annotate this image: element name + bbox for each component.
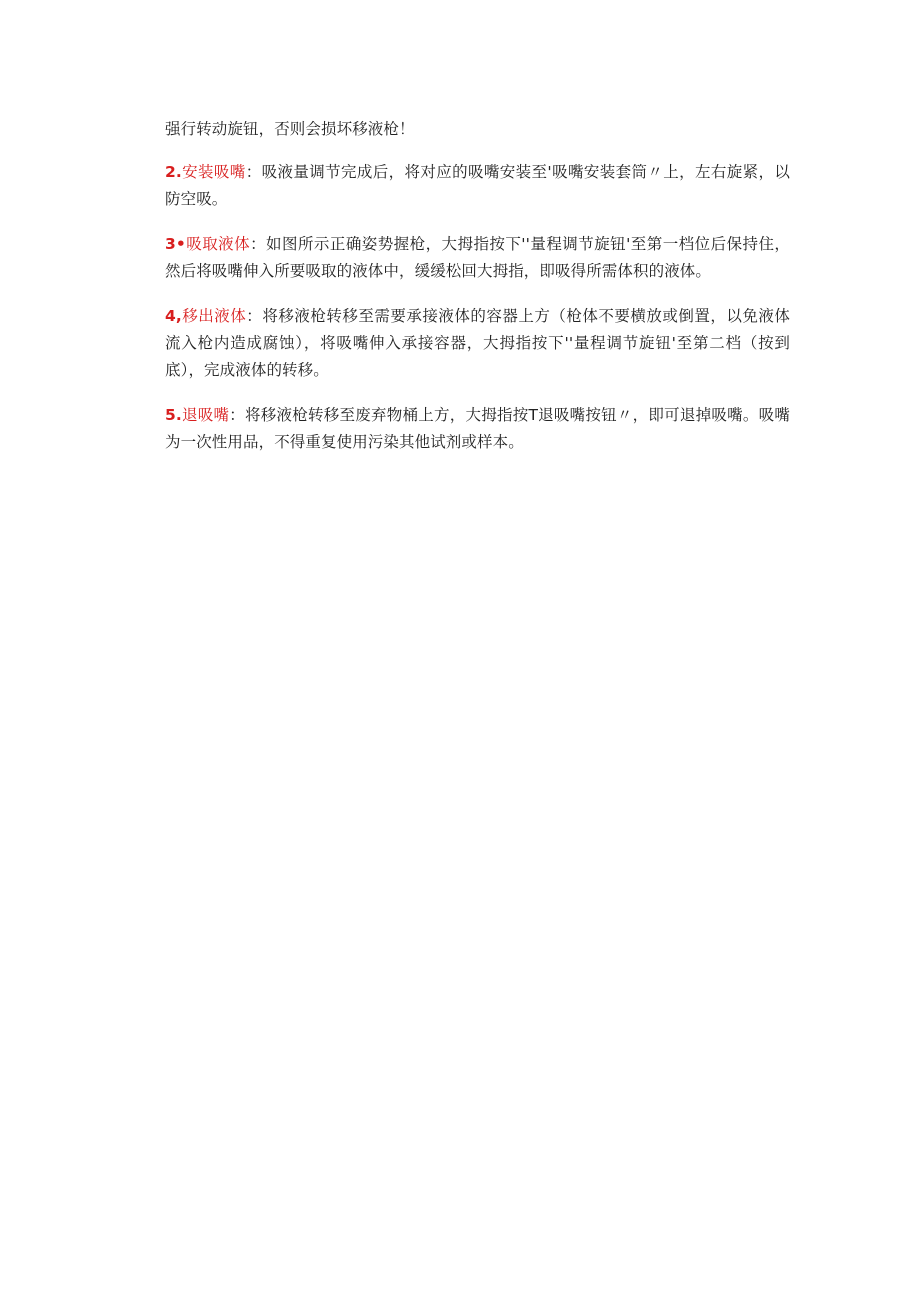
- step-number: 2.: [165, 163, 182, 181]
- step-eject-tip: [165, 402, 790, 456]
- step-text: 将移液枪转移至废弃物桶上方，大拇指按T退吸嘴按钮〃，即可退掉吸嘴。吸嘴为一次性用品，不得重复使用污染其他试剂或样本。: [165, 406, 790, 451]
- step-title: 安装吸嘴: [181, 163, 246, 181]
- step-aspirate-liquid: [165, 231, 790, 285]
- step-dispense-liquid: [165, 303, 790, 384]
- step-separator: ：: [229, 406, 246, 424]
- step-number: 4,: [165, 307, 182, 325]
- step-title: 移出液体: [181, 307, 247, 325]
- step-title: 吸取液体: [185, 235, 251, 253]
- step-text: 将移液枪转移至需要承接液体的容器上方（枪体不要横放或倒置，以免液体流入枪内造成腐蚀），将吸嘴伸入承接容器，大拇指按下''量程调节旋钮'至第二档（按到底），完成液体的转移。: [165, 307, 790, 379]
- step-heading: [165, 163, 246, 181]
- step-text: 吸液量调节完成后，将对应的吸嘴安装至'吸嘴安装套筒〃上，左右旋紧，以防空吸。: [165, 163, 790, 208]
- step-heading: [165, 406, 229, 424]
- step-install-tip: [165, 159, 790, 213]
- step-title: 退吸嘴: [181, 406, 230, 424]
- step-text: 如图所示正确姿势握枪，大拇指按下''量程调节旋钮'至第一档位后保持住，然后将吸嘴伸入所要吸取的液体中，缓缓松回大拇指，即吸得所需体积的液体。: [165, 235, 790, 280]
- step-separator: ：: [245, 163, 262, 181]
- step-heading: [165, 235, 250, 253]
- step-separator: ：: [246, 307, 263, 325]
- step-number: 3•: [165, 235, 186, 253]
- document-body: [165, 116, 790, 474]
- step-number: 5.: [165, 406, 182, 424]
- intro-paragraph: 强行转动旋钮，否则会损坏移液枪！: [165, 120, 415, 138]
- step-heading: [165, 307, 246, 325]
- step-separator: ：: [250, 235, 267, 253]
